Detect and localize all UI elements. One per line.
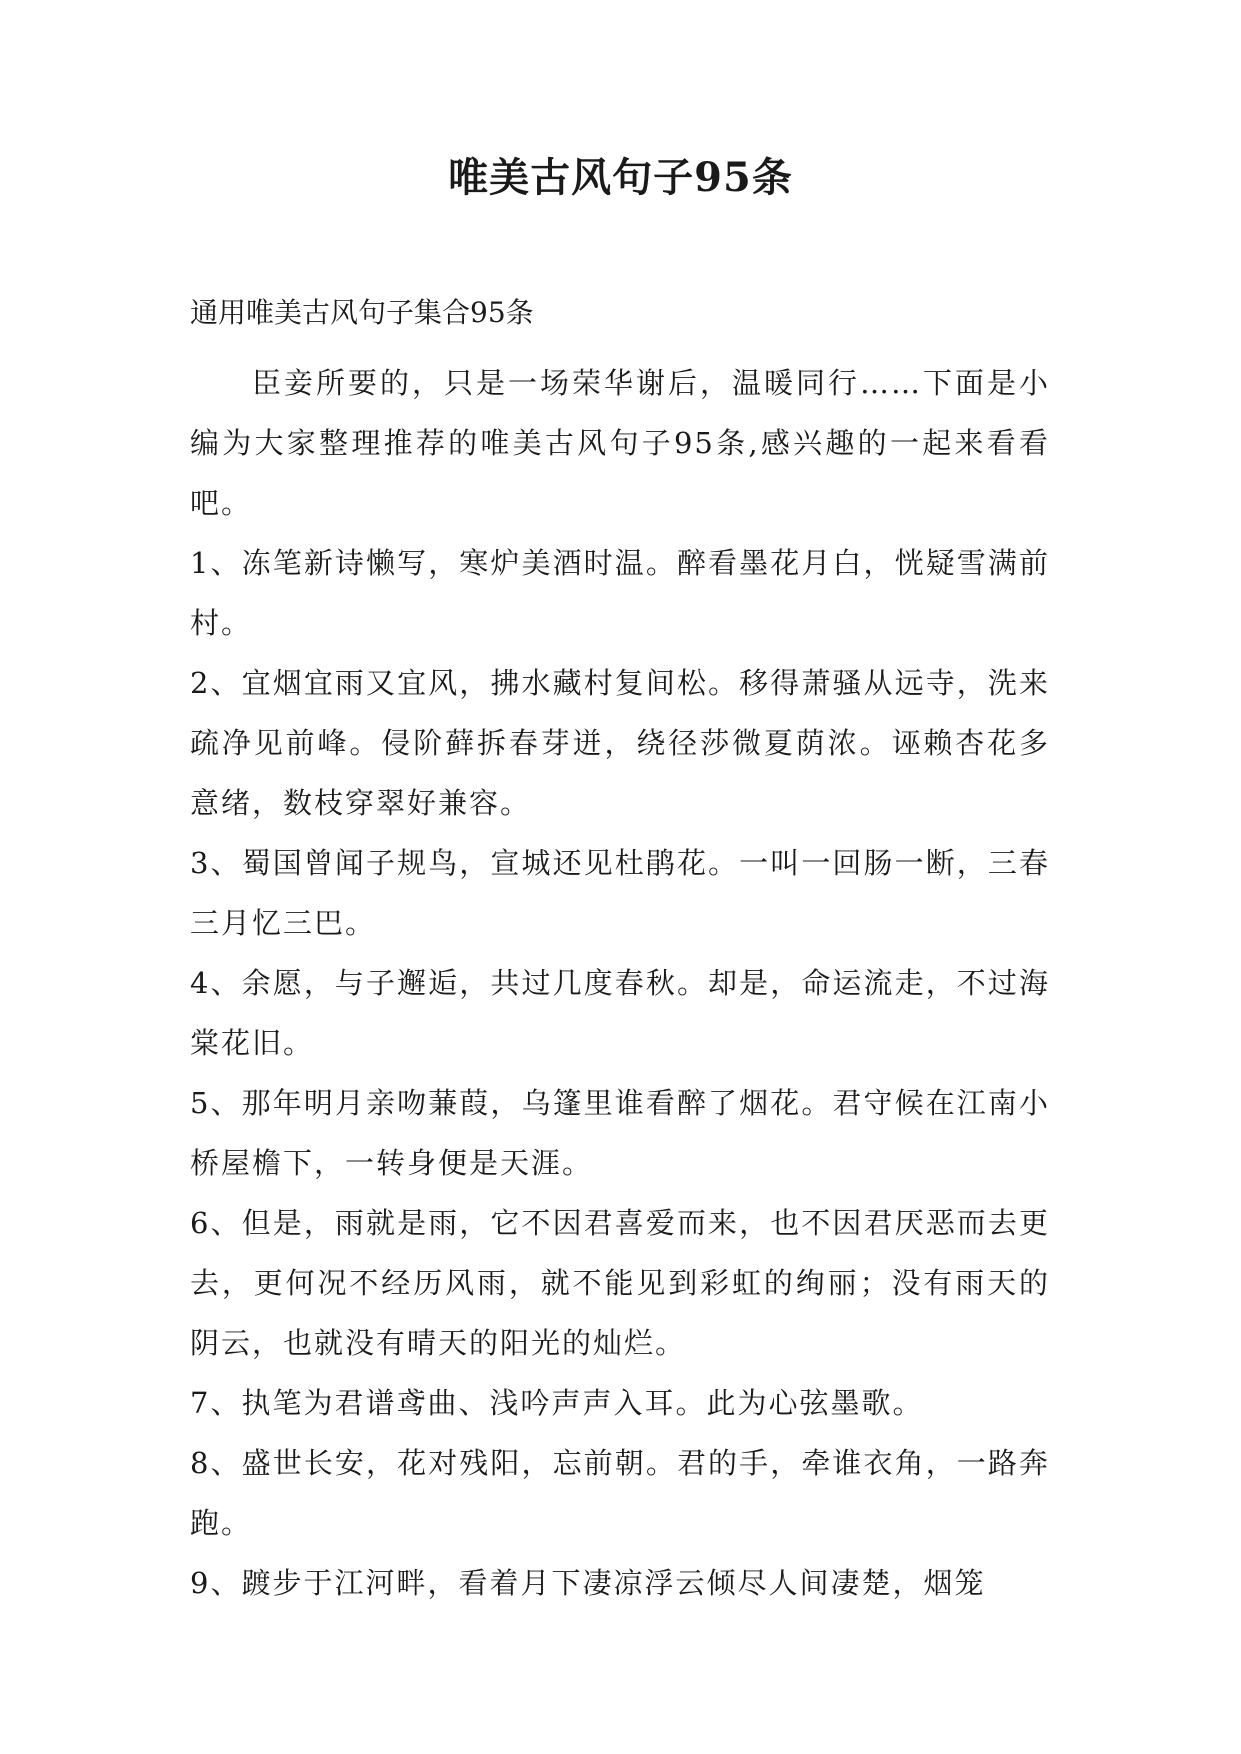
list-item-8: 8、盛世长安，花对残阳，忘前朝。君的手，牵谁衣角，一路奔跑。 [190,1446,1050,1540]
list-item-6: 6、但是，雨就是雨，它不因君喜爱而来，也不因君厌恶而去更去，更何况不经历风雨，就不能见到彩虹的绚丽；没有雨天的阴云，也就没有晴天的阳光的灿烂。 [190,1206,1050,1360]
list-item-4: 4、余愿，与子邂逅，共过几度春秋。却是，命运流走，不过海棠花旧。 [190,966,1050,1060]
document-title: 唯美古风句子95条 [448,154,793,201]
intro-paragraph: 臣妾所要的，只是一场荣华谢后，温暖同行……下面是小编为大家整理推荐的唯美古风句子95条,感兴趣的一起来看看吧。 [190,366,1050,520]
list-item-7: 7、执笔为君谱鸢曲、浅吟声声入耳。此为心弦墨歌。 [190,1386,924,1420]
list-item-2: 2、宜烟宜雨又宜风，拂水藏村复间松。移得萧骚从远寺，洗来疏净见前峰。侵阶藓拆春芽迸，绕径莎微夏荫浓。诬赖杏花多意绪，数枝穿翠好兼容。 [190,666,1050,820]
list-item-5: 5、那年明月亲吻蒹葭，乌篷里谁看醉了烟花。君守候在江南小桥屋檐下，一转身便是天涯。 [190,1086,1050,1180]
list-item-1: 1、冻笔新诗懒写，寒炉美酒时温。醉看墨花月白，恍疑雪满前村。 [190,546,1050,640]
document-body [190,353,1050,1613]
list-item-9: 9、踱步于江河畔，看着月下凄凉浮云倾尽人间凄楚，烟笼 [190,1566,986,1600]
document-subtitle: 通用唯美古风句子集合95条 [190,296,534,329]
list-item-3: 3、蜀国曾闻子规鸟，宣城还见杜鹃花。一叫一回肠一断，三春三月忆三巴。 [190,846,1050,940]
